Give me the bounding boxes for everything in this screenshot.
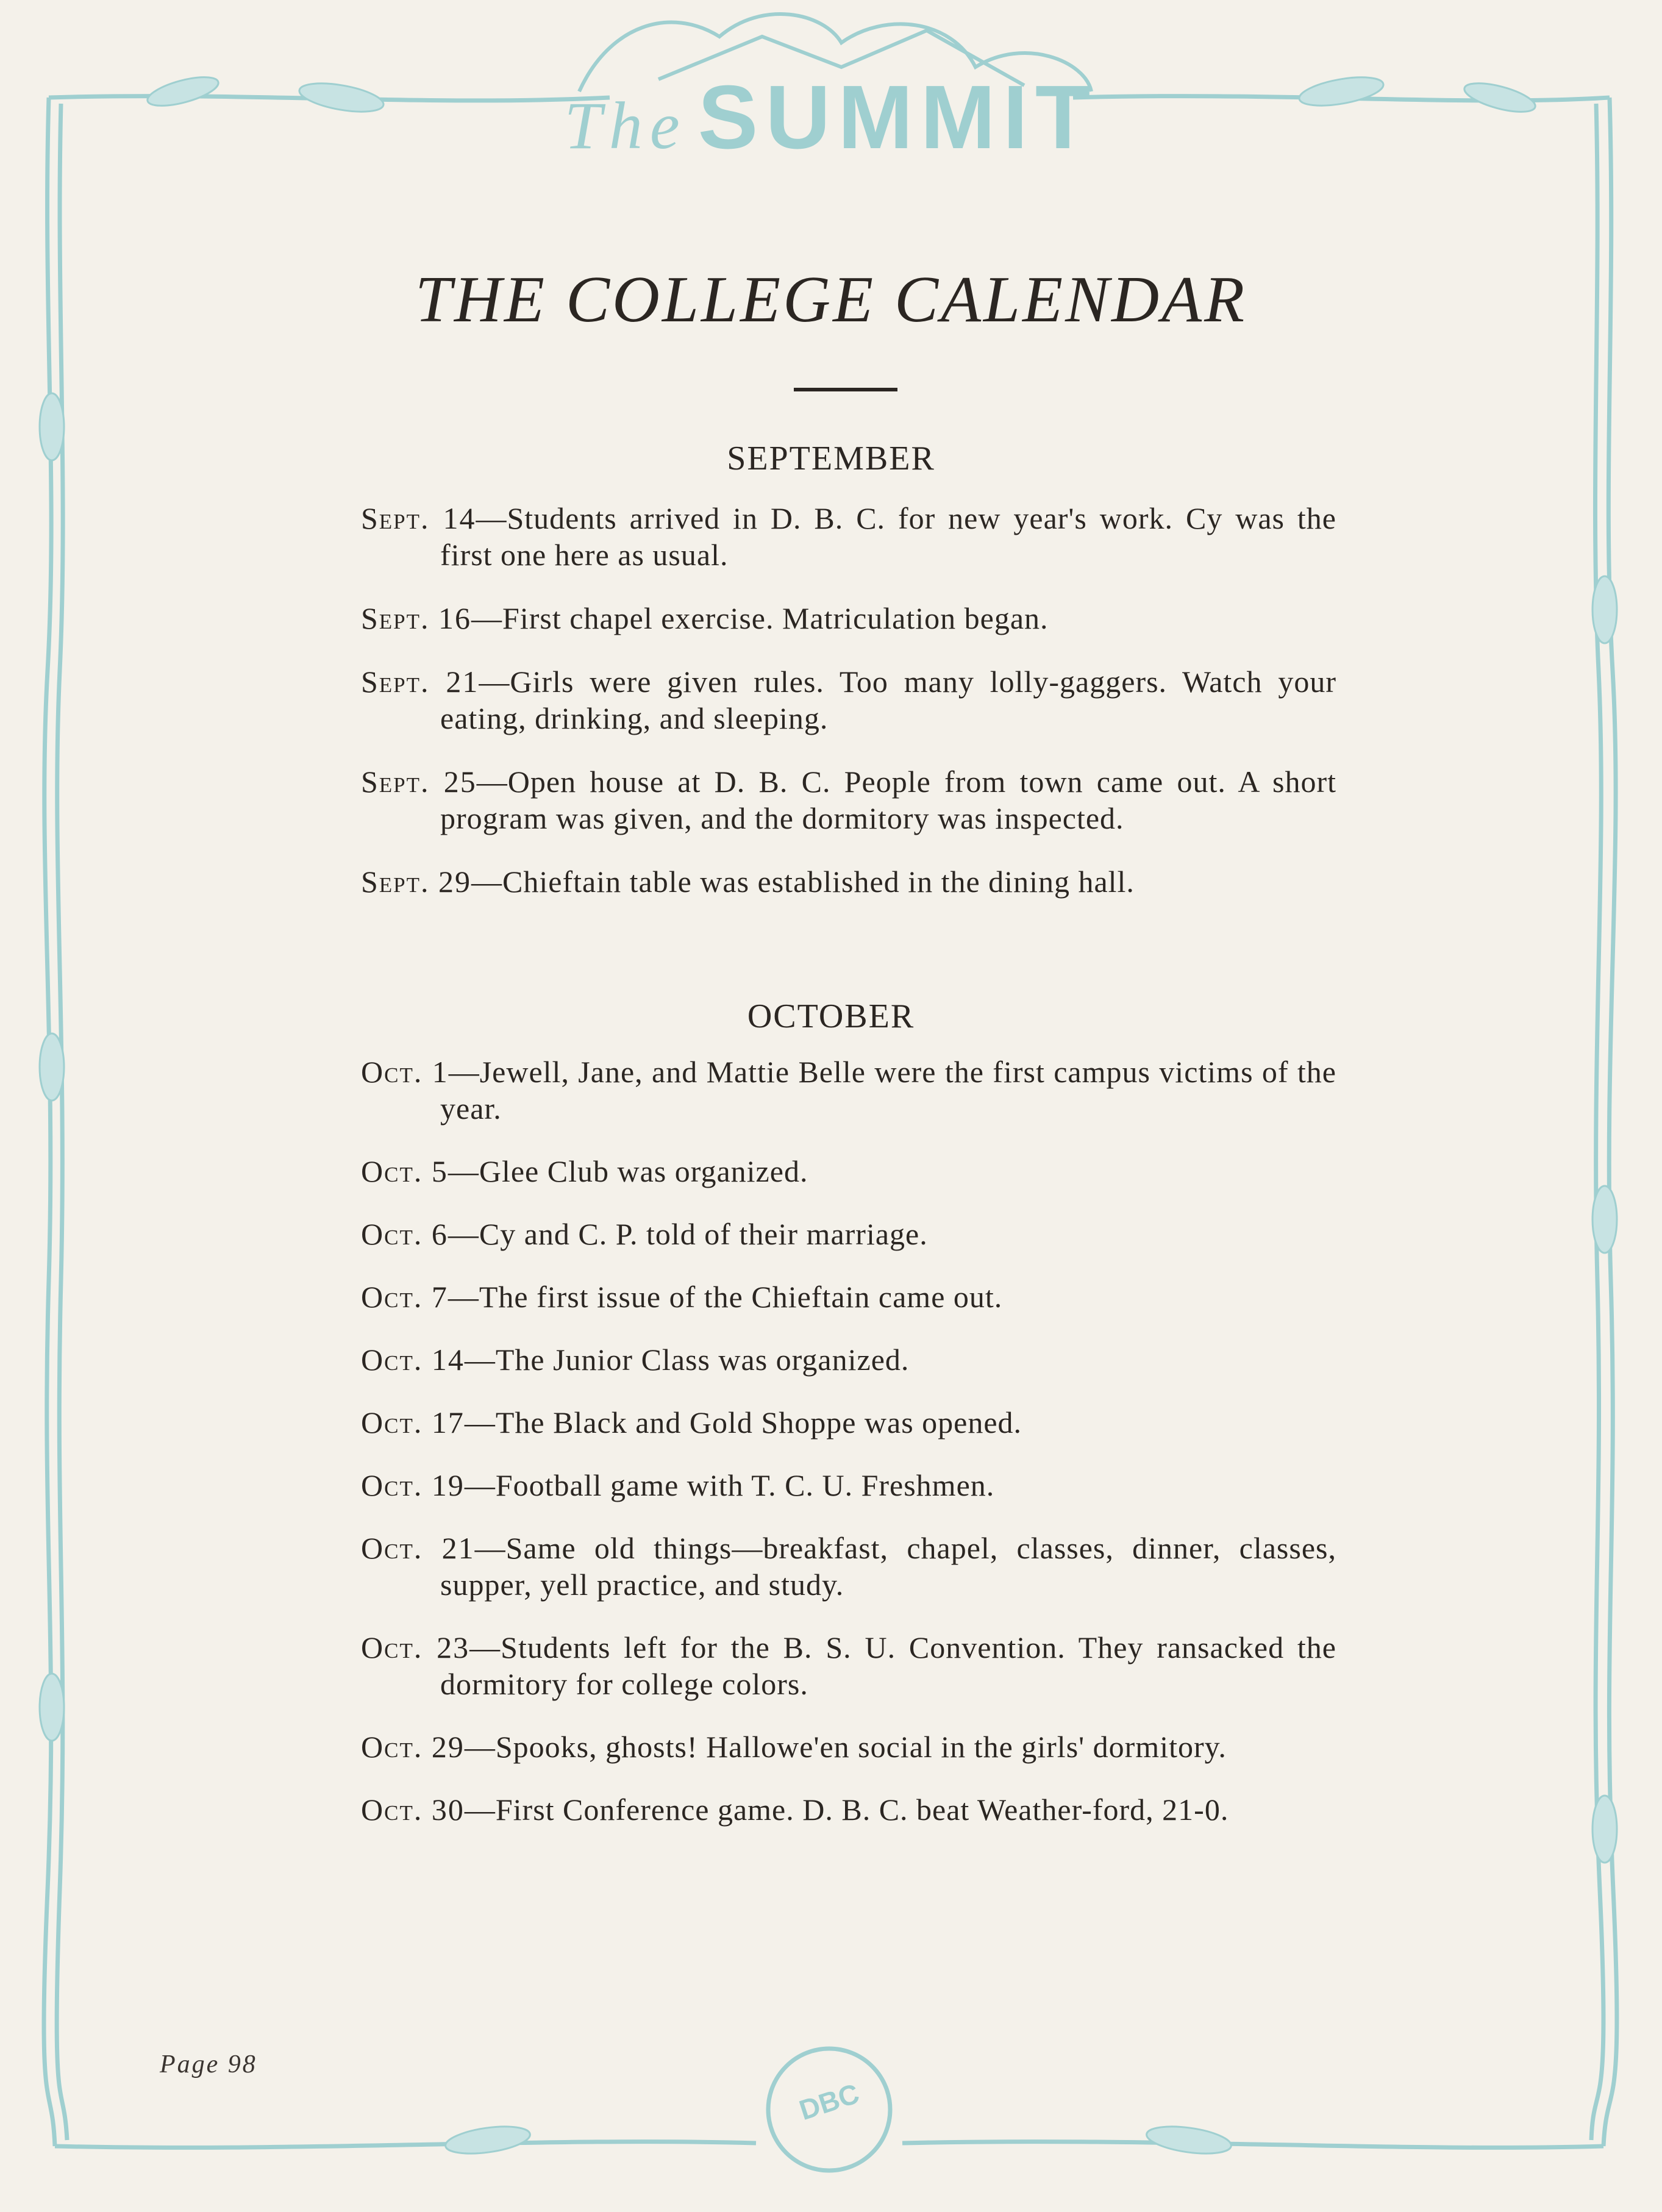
entry-date: Oct. 30 [361,1793,465,1827]
entry-date: Sept. 29 [361,865,472,899]
title-rule [794,388,897,391]
entry-date: Oct. 21 [361,1531,475,1565]
entry-text: —Chieftain table was established in the dining hall. [471,865,1135,899]
entry-date: Oct. 19 [361,1468,465,1502]
dbc-seal: DBC [795,2077,863,2127]
september-entries [361,500,1336,927]
entry-text: —Same old things—breakfast, chapel, classes, dinner, classes, supper, yell practice, and study. [440,1531,1336,1602]
page-number: Page 98 [160,2050,257,2078]
calendar-entry [361,1729,1336,1765]
entry-text: —Jewell, Jane, and Mattie Belle were the first campus victims of the year. [440,1055,1336,1126]
page-title: THE COLLEGE CALENDAR [415,263,1247,336]
entry-date: Sept. 16 [361,601,472,635]
entry-text: —Students left for the B. S. U. Convention. They ransacked the dormitory for college colors. [440,1630,1336,1701]
entry-text: —Students arrived in D. B. C. for new year's work. Cy was the first one here as usual. [440,501,1336,572]
calendar-entry [361,500,1336,573]
calendar-entry [361,1404,1336,1441]
calendar-entry [361,1467,1336,1504]
entry-text: —The first issue of the Chieftain came out. [448,1280,1003,1314]
month-heading-october: OCTOBER [747,997,915,1035]
entry-text: —Football game with T. C. U. Freshmen. [464,1468,995,1502]
entry-text: —Open house at D. B. C. People from town came out. A short program was given, and the dormitory was inspected. [440,765,1336,835]
entry-date: Oct. 23 [361,1630,470,1664]
masthead-summit: SUMMIT [697,67,1098,168]
calendar-entry [361,1279,1336,1315]
masthead [0,66,1662,169]
entry-date: Oct. 1 [361,1055,449,1089]
entry-date: Oct. 5 [361,1154,448,1188]
entry-date: Oct. 7 [361,1280,448,1314]
entry-date: Oct. 17 [361,1405,465,1440]
entry-text: —The Junior Class was organized. [464,1343,910,1377]
calendar-entry [361,1153,1336,1190]
calendar-entry [361,1341,1336,1378]
entry-date: Sept. 14 [361,501,476,535]
calendar-entry [361,1791,1336,1828]
entry-date: Oct. 6 [361,1217,448,1251]
entry-date: Oct. 14 [361,1343,465,1377]
entry-text: —Spooks, ghosts! Hallowe'en social in the girls' dormitory. [464,1730,1227,1764]
calendar-entry [361,1629,1336,1702]
calendar-entry [361,1054,1336,1127]
entry-text: —Cy and C. P. told of their marriage. [448,1217,928,1251]
calendar-entry [361,600,1336,637]
entry-text: —The Black and Gold Shoppe was opened. [464,1405,1022,1440]
entry-date: Sept. 25 [361,765,477,799]
entry-date: Oct. 29 [361,1730,465,1764]
masthead-the: The [564,88,687,163]
calendar-entry [361,763,1336,837]
entry-text: —First chapel exercise. Matriculation began. [471,601,1049,635]
entry-date: Sept. 21 [361,665,479,699]
entry-text: —Girls were given rules. Too many lolly-gaggers. Watch your eating, drinking, and sleeping. [440,665,1336,735]
entry-text: —Glee Club was organized. [448,1154,808,1188]
calendar-entry [361,1216,1336,1252]
october-entries [361,1054,1336,1854]
month-heading-september: SEPTEMBER [727,440,935,477]
calendar-entry [361,663,1336,737]
entry-text: —First Conference game. D. B. C. beat Weather-ford, 21-0. [464,1793,1229,1827]
calendar-entry [361,1530,1336,1603]
calendar-entry [361,863,1336,900]
